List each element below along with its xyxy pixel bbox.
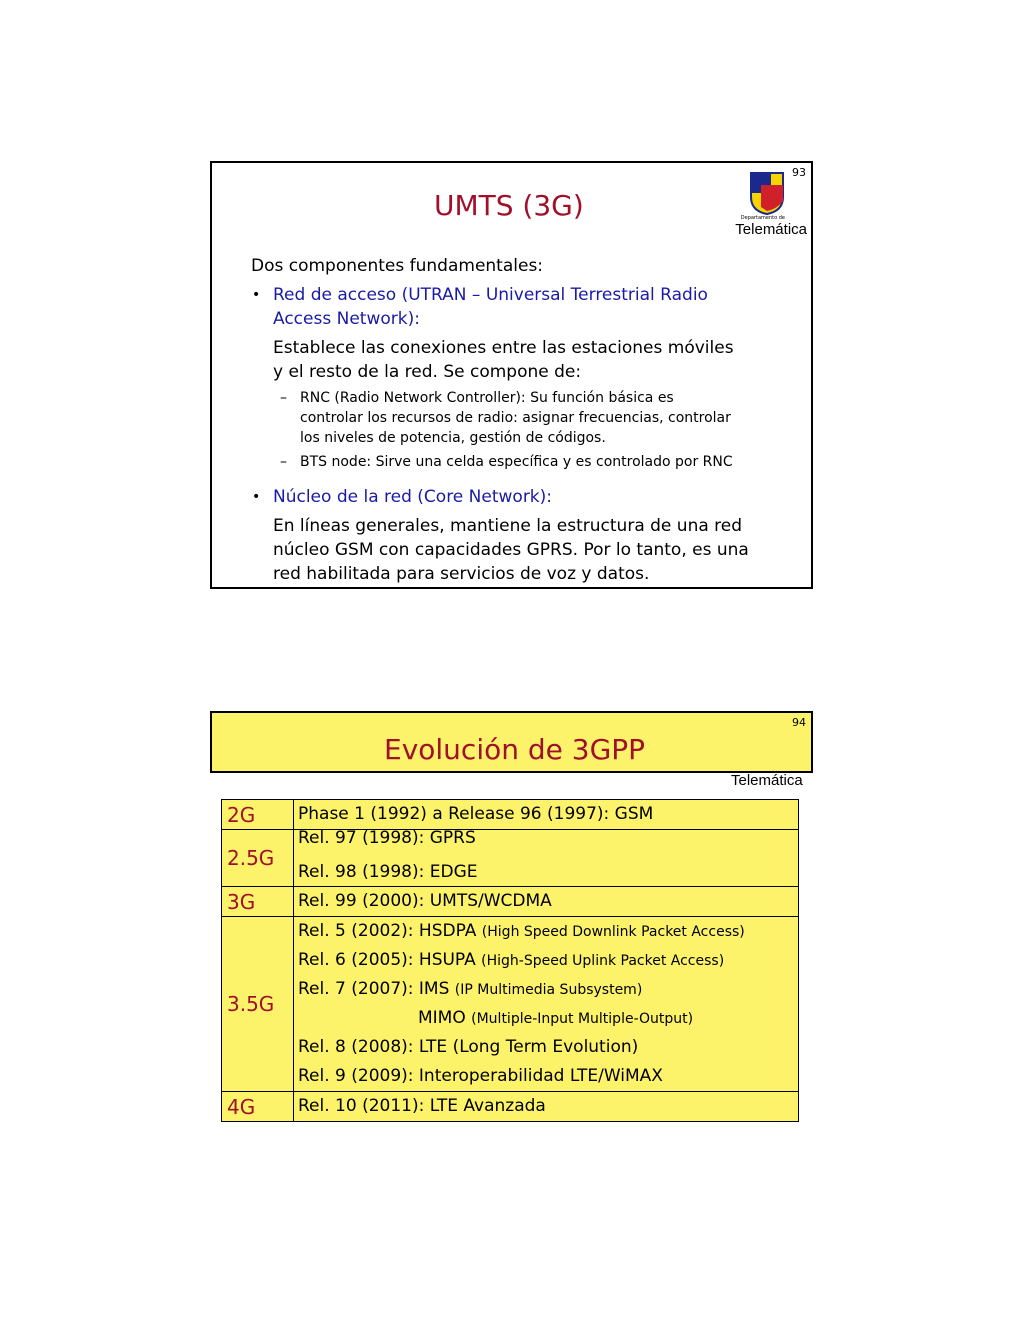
slide-umts [210,161,813,589]
slide-title: Evolución de 3GPP [384,733,646,766]
shield-icon [749,171,785,215]
release-cell [294,800,799,830]
table-row [222,887,799,917]
generation-cell: 2.5G [222,830,294,887]
release-line: Phase 1 (1992) a Release 96 (1997): GSM [298,804,654,824]
page-number: 94 [792,716,806,729]
telematica-logo [727,171,807,241]
generation-cell: 2G [222,800,294,830]
release-line: Rel. 7 (2007): IMS (IP Multimedia Subsystem) [298,979,643,999]
release-line: Rel. 8 (2008): LTE (Long Term Evolution) [298,1037,639,1057]
release-cell [294,917,799,1092]
bullet1-body: y el resto de la red. Se compone de: [273,362,582,382]
release-line: Rel. 6 (2005): HSUPA (High-Speed Uplink Packet Access) [298,950,725,970]
generation-cell: 3.5G [222,917,294,1092]
table-row [222,830,799,887]
release-cell [294,1092,799,1122]
bullet-mark: • [252,287,261,303]
table-row [222,800,799,830]
intro-text: Dos componentes fundamentales: [251,256,544,276]
sub-item-bts: BTS node: Sirve una celda específica y es controlado por RNC [300,454,733,470]
dash-mark: – [280,390,287,406]
generation-cell: 4G [222,1092,294,1122]
evolution-table [221,799,799,1122]
release-line: Rel. 99 (2000): UMTS/WCDMA [298,891,552,911]
logo-text: Telemática [735,221,807,238]
bullet1-heading: Access Network): [273,309,420,329]
table-row [222,917,799,1092]
bullet2-body: red habilitada para servicios de voz y datos. [273,564,650,584]
dash-mark: – [280,454,287,470]
release-line: Rel. 10 (2011): LTE Avanzada [298,1096,546,1116]
bullet2-heading: Núcleo de la red (Core Network): [273,487,553,507]
logo-department: Departamento de [740,215,785,221]
page-number: 93 [792,166,806,179]
table-row [222,1092,799,1122]
bullet1-body: Establece las conexiones entre las estaciones móviles [273,338,734,358]
release-line: Rel. 98 (1998): EDGE [298,862,478,882]
release-cell [294,830,799,887]
release-line: MIMO (Multiple-Input Multiple-Output) [418,1008,694,1028]
release-line: Rel. 97 (1998): GPRS [298,828,476,848]
slide-title: UMTS (3G) [434,189,584,222]
bullet-mark: • [252,489,261,505]
logo-text: Telemática [731,772,803,789]
sub-item-rnc: los niveles de potencia, gestión de códigos. [300,430,606,446]
slide-3gpp-title-bar [210,711,813,773]
bullet1-heading: Red de acceso (UTRAN – Universal Terrestrial Radio [273,285,708,305]
bullet2-body: En líneas generales, mantiene la estructura de una red [273,516,743,536]
release-line: Rel. 9 (2009): Interoperabilidad LTE/WiMAX [298,1066,663,1086]
generation-cell: 3G [222,887,294,917]
sub-item-rnc: controlar los recursos de radio: asignar frecuencias, controlar [300,410,731,426]
sub-item-rnc: RNC (Radio Network Controller): Su función básica es [300,390,674,406]
release-line: Rel. 5 (2002): HSDPA (High Speed Downlink Packet Access) [298,921,745,941]
bullet2-body: núcleo GSM con capacidades GPRS. Por lo tanto, es una [273,540,749,560]
release-cell [294,887,799,917]
